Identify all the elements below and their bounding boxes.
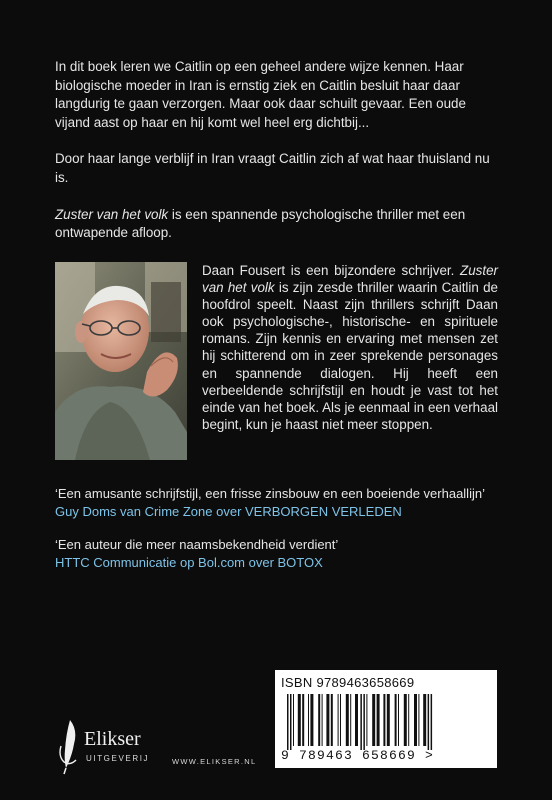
- barcode-bar: [387, 694, 390, 746]
- barcode-bar: [355, 694, 358, 746]
- blurb-paragraph-3-text: is een spannende psychologische thriller met een ontwapende afloop.: [55, 206, 466, 241]
- barcode-bar: [340, 694, 341, 746]
- blurb-paragraph-2: Door haar lange verblijf in Iran vraagt Caitlin zich af wat haar thuisland nu is.: [55, 151, 490, 185]
- barcode-bar: [310, 694, 313, 746]
- blurb: [55, 58, 497, 261]
- barcode-bar: [302, 694, 304, 746]
- isbn-label: ISBN 9789463658669: [281, 675, 415, 690]
- barcode-bar: [326, 694, 329, 746]
- barcode-bar: [308, 694, 309, 746]
- bio-text: is zijn zesde thriller waarin Caitlin de hoofdrol speelt. Naast zijn thrillers schrijft Daan ook psychologische-, historische- en spirituele romans. Zijn kennis en ervaring met mensen zet hij schitterend om in zeer sprekende personages en spannende dialogen. Hij heeft een verbeeldende schrijfstijl en houdt je vast tot het einde van het boek. Als je eenmaal in een verhaal begint, kun je haast niet meer stoppen.: [202, 280, 499, 432]
- barcode-bar: [395, 694, 397, 746]
- barcode-bar: [331, 694, 333, 746]
- blurb-paragraph-1: In dit boek leren we Caitlin op een geheel andere wijze kennen. Haar biologische moeder in Iran is ernstig ziek en Caitlin besluit haar daar langdurig te gaan verzorgen. Maar ook daar schuilt gevaar. Een oude vijand aast op haar en hij komt wel heel erg dichtbij...: [55, 59, 466, 130]
- isbn-barcode: [275, 670, 497, 768]
- publisher-name: Elikser: [84, 728, 141, 750]
- barcode-bar: [298, 694, 301, 746]
- barcode-bar: [398, 694, 399, 746]
- barcode-bar: [287, 694, 289, 750]
- publisher-subtitle: UITGEVERIJ: [86, 754, 150, 763]
- barcode-bar: [322, 694, 323, 746]
- review-quote-1: [55, 485, 515, 521]
- barcode-bar: [338, 694, 339, 746]
- bio-book-title: Zuster van het volk: [202, 263, 498, 296]
- quill-icon: [56, 716, 86, 776]
- barcode-bar: [377, 694, 380, 746]
- barcode-bar: [318, 694, 320, 746]
- publisher-logo: [56, 716, 176, 776]
- review-quote-2-text: ‘Een auteur die meer naamsbekendheid verdient’: [55, 537, 339, 552]
- review-quote-1-text: ‘Een amusante schrijfstijl, een frisse zinsbouw en een boeiende verhaallijn’: [55, 486, 485, 501]
- blurb-paragraph-3: [55, 206, 497, 243]
- barcode-bar: [372, 694, 375, 746]
- barcode-bar: [363, 694, 365, 750]
- barcode-bar: [404, 694, 407, 746]
- author-bio: [202, 262, 498, 433]
- review-quote-2: [55, 536, 515, 572]
- barcode-bar: [428, 694, 430, 750]
- barcode-bar: [293, 694, 294, 746]
- barcode-bar: [360, 694, 362, 750]
- barcode-bars: [285, 694, 487, 750]
- barcode-bar: [346, 694, 349, 746]
- barcode-bar: [408, 694, 409, 746]
- barcode-bar: [418, 694, 419, 746]
- review-quote-1-source: Guy Doms van Crime Zone over VERBORGEN VERLEDEN: [55, 504, 402, 519]
- author-photo: [55, 262, 187, 460]
- barcode-bar: [414, 694, 417, 746]
- barcode-bar: [423, 694, 426, 746]
- book-title: Zuster van het volk: [55, 206, 169, 222]
- barcode-bar: [366, 694, 367, 746]
- barcode-bar: [290, 694, 292, 750]
- isbn-digits: 9 789463 658669 >: [281, 748, 435, 763]
- bio-intro: Daan Fousert is een bijzondere schrijver.: [202, 263, 461, 278]
- barcode-bar: [350, 694, 351, 746]
- publisher-website: WWW.ELIKSER.NL: [172, 757, 257, 766]
- barcode-bar: [383, 694, 385, 746]
- review-quote-2-source: HTTC Communicatie op Bol.com over BOTOX: [55, 555, 323, 570]
- barcode-bar: [431, 694, 433, 750]
